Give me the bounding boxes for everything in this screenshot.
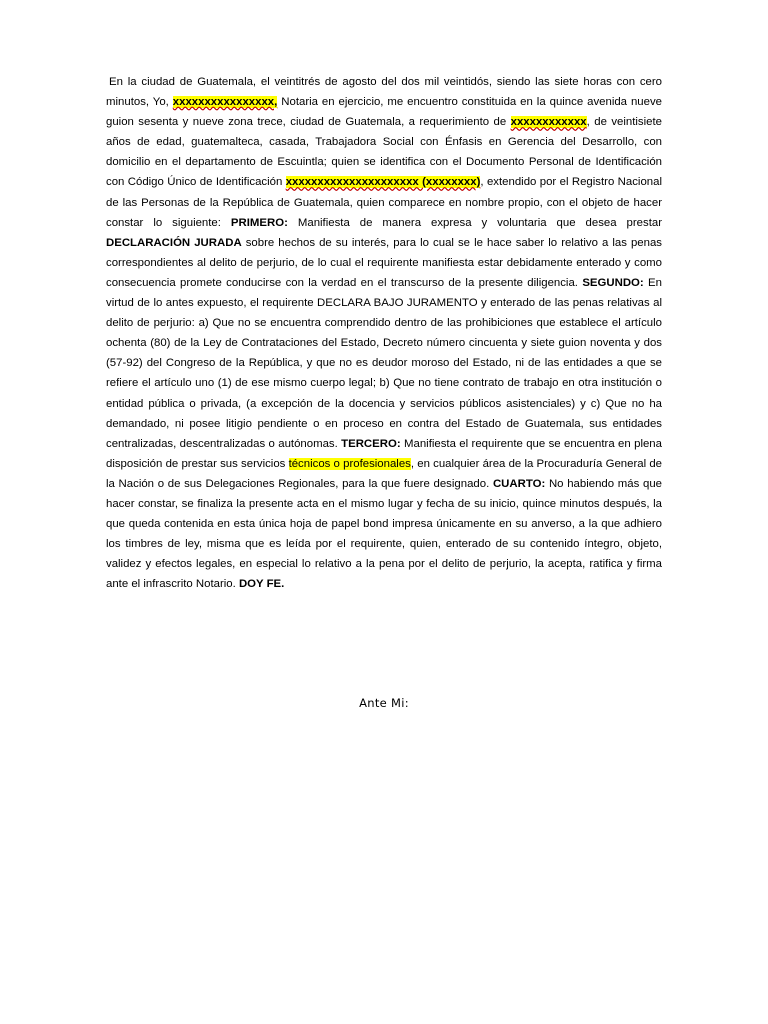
section-label-primero: PRIMERO:	[230, 216, 288, 229]
text-segment: No habiendo más que hacer constar, se finaliza la presente acta en el mismo lugar y fecha de su inicio, quince minutos después, la que queda contenida en esta única hoja de papel bond impresa únicamente en su anverso, a la que adhiero los timbres de ley, misma que es leída por el requirente, quien, enterado de su contenido íntegro, objeto, validez y efectos legales, en especial lo relativo a la pena por el delito de perjurio, la acepta, ratifica y firma ante el infrascrito Notario.	[106, 477, 662, 591]
section-label-cuarto: CUARTO:	[492, 477, 546, 490]
text-segment: En virtud de lo antes expuesto, el requirente DECLARA BAJO JURAMENTO y enterado de las penas relativas al delito de perjurio: a) Que no se encuentra comprendido dentro de las prohibiciones que establece el artículo ochenta (80) de la Ley de Contrataciones del Estado, Decreto número cincuenta y siete guion noventa y dos (57-92) del Congreso de la República, y que no es deudor moroso del Estado, ni de las entidades a que se refiere el artículo uno (1) de ese mismo cuerpo legal; b) Que no tiene contrato de trabajo en otra institución o entidad pública o privada, (a excepción de la docencia y servicios públicos asistenciales) y c) Que no ha demandado, ni posee litigio pendiente o en proceso en contra del Estado de Guatemala, sus entidades centralizadas, descentralizadas o autónomas.	[106, 276, 662, 450]
declaration-body	[106, 72, 662, 594]
doy-fe-closing: DOY FE.	[238, 578, 285, 591]
section-label-segundo: SEGUNDO:	[582, 276, 644, 289]
text-segment: , extendido por el Registro Nacional de las Personas de la República de Guatemala, quien comparece en nombre propio, con el objeto de hacer constar lo siguiente:	[106, 176, 662, 229]
signature-label: Ante Mi:	[359, 696, 409, 710]
section-label-tercero: TERCERO:	[341, 437, 401, 450]
text-segment: , en cualquier área de la Procuraduría General de la Nación o de sus Delegaciones Regionales, para la que fuere designado.	[106, 457, 662, 490]
redacted-requester-name: xxxxxxxxxxxx	[510, 116, 587, 129]
redacted-notary-name: xxxxxxxxxxxxxxxx,	[172, 96, 278, 109]
declaration-paragraph	[106, 72, 662, 594]
highlighted-services-phrase: técnicos o profesionales	[288, 457, 411, 470]
declaracion-jurada-label: DECLARACIÓN JURADA	[106, 236, 242, 249]
text-segment: sobre hechos de su interés, para lo cual se le hace saber lo relativo a las penas correspondientes al delito de perjurio, de lo cual el requirente manifiesta estar debidamente enterado y como consecuencia promete conducirse con la verdad en el transcurso de la presente diligencia.	[106, 236, 662, 289]
text-segment: , de veintisiete años de edad, guatemalteca, casada, Trabajadora Social con Énfasis en Gerencia del Desarrollo, con domicilio en el departamento de Escuintla; quien se identifica con el Documento Personal de Identificación con Código Único de Identificación	[106, 116, 662, 189]
redacted-cui-number: xxxxxxxxxxxxxxxxxxxxx (xxxxxxxx)	[285, 176, 481, 189]
text-segment: Notaria en ejercicio, me encuentro constituida en la quince avenida nueve guion sesenta y nueve zona trece, ciudad de Guatemala, a requerimiento de	[106, 96, 662, 129]
text-segment: Manifiesta el requirente que se encuentra en plena disposición de prestar sus servicios	[106, 437, 662, 470]
text-segment: Manifiesta de manera expresa y voluntaria que desea prestar	[287, 216, 662, 229]
text-segment: En la ciudad de Guatemala, el veintitrés de agosto del dos mil veintidós, siendo las siete horas con cero minutos, Yo,	[106, 76, 662, 109]
